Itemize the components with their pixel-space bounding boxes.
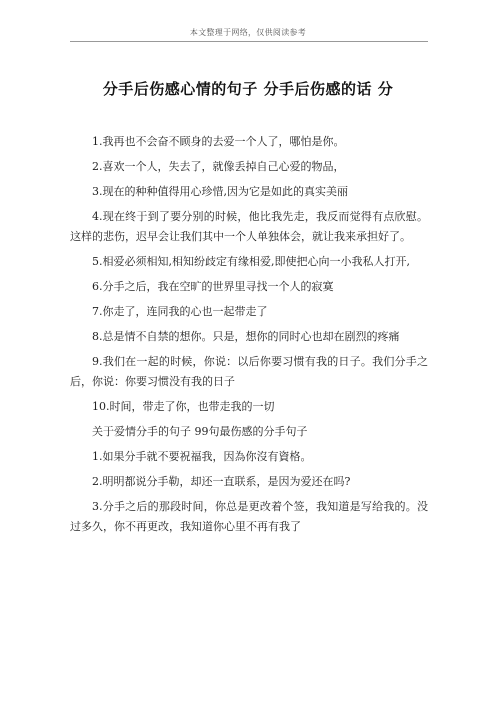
- paragraph: 关于爱情分手的句子 99句最伤感的分手句子: [92, 425, 308, 438]
- paragraph: 5.相爱必须相知,相知纷歧定有缘相爱,即使把心向一小我私人打开,: [92, 255, 410, 268]
- paragraph: 3.现在的种种值得用心珍惜,因为它是如此的真实美丽: [92, 185, 348, 198]
- header-divider: [70, 41, 428, 42]
- paragraph: 1.如果分手就不要祝福我，因為你沒有資格。: [92, 450, 312, 463]
- paragraph: 4.现在终于到了要分别的时候，他比我先走，我反而觉得有点欣慰。这样的悲伤，迟早会让我们其中一个人单独体会，就让我来承担好了。: [70, 210, 428, 243]
- paragraph: 6.分手之后，我在空旷的世界里寻找一个人的寂寞: [92, 280, 334, 293]
- document-body: [70, 132, 428, 542]
- paragraph: 2.明明都说分手勒，却还一直联系，是因为爱还在吗?: [92, 475, 351, 488]
- paragraph: 10.时间，带走了你，也带走我的一切: [92, 400, 275, 413]
- paragraph: 9.我们在一起的时候，你说：以后你要习惯有我的日子。我们分手之后，你说：你要习惯没有我的日子: [70, 355, 428, 388]
- paragraph: 8.总是情不自禁的想你。只是，想你的同时心也却在剧烈的疼痛: [92, 330, 400, 343]
- paragraph: 2.喜欢一个人，失去了，就像丢掉自己心爱的物品，: [92, 160, 345, 173]
- paragraph: 7.你走了，连同我的心也一起带走了: [92, 305, 268, 318]
- page-header-note: 本文整理于网络，仅供阅读参考: [189, 28, 307, 37]
- paragraph: 1.我再也不会奋不顾身的去爱一个人了，哪怕是你。: [92, 135, 345, 148]
- paragraph: 3.分手之后的那段时间，你总是更改着个签，我知道是写给我的。没过多久，你不再更改，我知道你心里不再有我了: [70, 500, 428, 533]
- document-title: 分手后伤感心情的句子 分手后伤感的话 分: [102, 80, 394, 98]
